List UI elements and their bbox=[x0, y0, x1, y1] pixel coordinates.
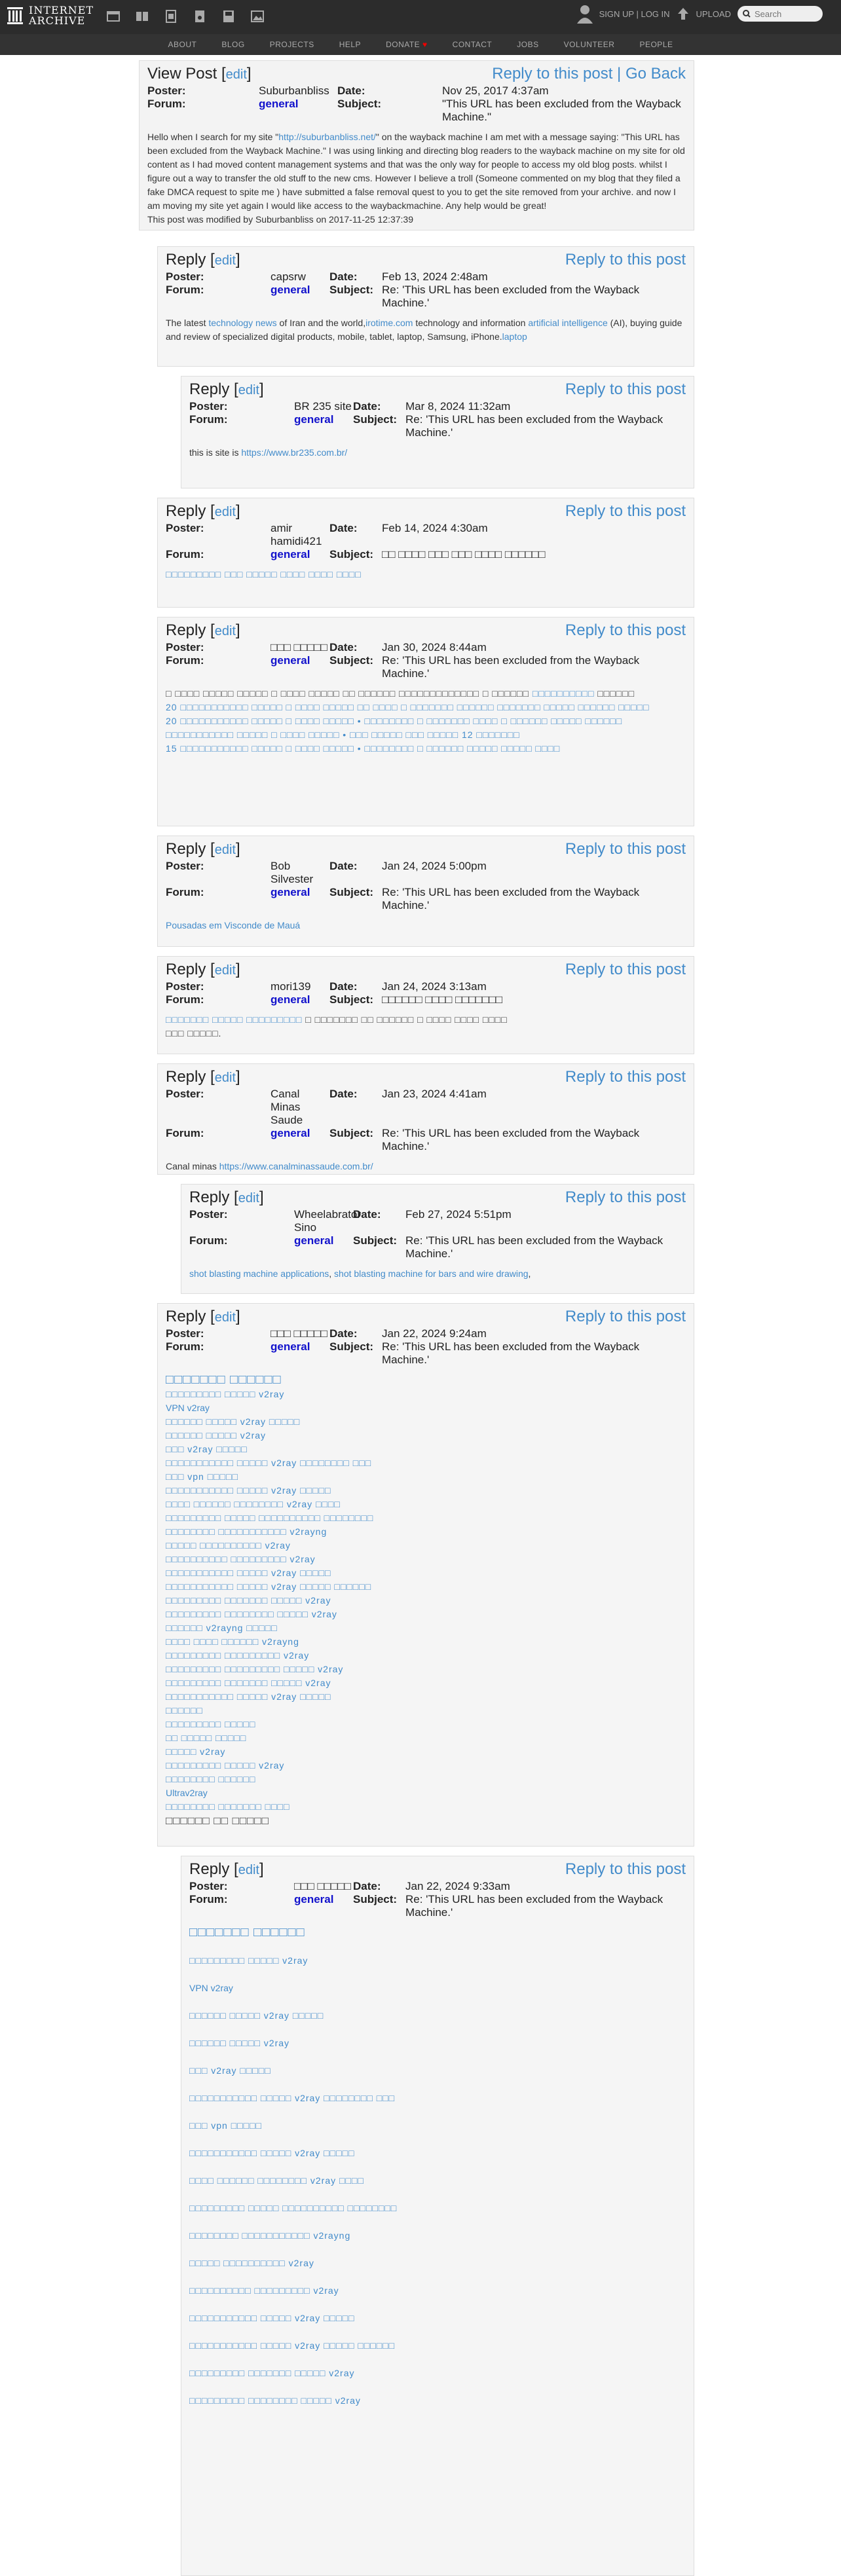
body-link[interactable]: □□□□□□ □□□□□ v2ray □□□□□ bbox=[166, 1416, 301, 1427]
body-link[interactable]: technology news bbox=[208, 318, 277, 328]
forum-link[interactable]: general bbox=[294, 1234, 334, 1247]
reply-link[interactable]: Reply to this post bbox=[565, 380, 686, 398]
body-link[interactable]: □□□□□ □□□□□□□□□□ v2ray bbox=[166, 1540, 291, 1551]
post-date: Jan 24, 2024 5:00pm bbox=[382, 860, 487, 872]
edit-link[interactable]: edit bbox=[214, 963, 236, 978]
body-link[interactable]: □□□ v2ray □□□□□ bbox=[166, 1444, 248, 1454]
forum-label: Forum: bbox=[166, 654, 204, 667]
reply-title: Reply [edit] bbox=[189, 380, 264, 398]
edit-link[interactable]: edit bbox=[214, 505, 236, 519]
body-link[interactable]: □□□□□□□□□ □□□□□□□ □□□□□ v2ray bbox=[166, 1595, 331, 1606]
forum-link[interactable]: general bbox=[294, 1893, 334, 1905]
body-link[interactable]: https://www.br235.com.br/ bbox=[241, 447, 348, 458]
post-subject: Re: 'This URL has been excluded from the Wayback Machine.' bbox=[382, 1340, 640, 1366]
nav-volunteer[interactable]: VOLUNTEER bbox=[563, 40, 615, 49]
post-subject: □□ □□□□ □□□ □□□ □□□□ □□□□□□ bbox=[382, 548, 546, 561]
poster-name[interactable]: BR 235 site bbox=[294, 400, 352, 413]
body-text: □□□□□□ □□ □□□□□ bbox=[166, 1814, 269, 1827]
body-link[interactable]: □□□□□□□□ □□□□□□ bbox=[166, 1774, 256, 1784]
reply-post bbox=[157, 1063, 694, 1175]
body-link[interactable]: □□□□□□□□□□□ □□□□□ v2ray □□□□□ bbox=[189, 2313, 355, 2323]
post-body: shot blasting machine applications, shot blasting machine for bars and wire drawing, bbox=[189, 1268, 531, 1279]
edit-link[interactable]: edit bbox=[225, 67, 247, 82]
date-label: Date: bbox=[337, 84, 365, 97]
nav-blog[interactable]: BLOG bbox=[221, 40, 245, 49]
post-date: Jan 30, 2024 8:44am bbox=[382, 641, 487, 653]
main-post-actions: Reply to this post | Go Back bbox=[492, 65, 686, 83]
post-body bbox=[189, 1926, 686, 2408]
body-link[interactable]: VPN v2ray bbox=[189, 1983, 233, 1993]
forum-link[interactable]: general bbox=[294, 413, 334, 426]
body-link[interactable]: irotime.com bbox=[365, 318, 413, 328]
forum-link[interactable]: general bbox=[259, 98, 299, 110]
subject-label: Subject: bbox=[329, 548, 374, 561]
reply-title: Reply [edit] bbox=[166, 1308, 240, 1325]
body-link[interactable]: artificial intelligence bbox=[528, 318, 608, 328]
poster-name[interactable]: Canal Minas Saude bbox=[271, 1088, 303, 1126]
edit-link[interactable]: edit bbox=[238, 383, 259, 397]
post-date: Nov 25, 2017 4:37am bbox=[442, 84, 549, 97]
body-link[interactable]: □□□□□ v2ray bbox=[166, 1746, 226, 1757]
body-text-post: " on the wayback machine I am met with a message saying: "This URL has been excluded from the Wayback Machine." I was using linking and directing blog readers to the wayback machine on my site for old content as I had moved content management systems and that was the only way for people to access my old blog posts. whilst I figure out a way to transfer the old stuff to the new cms. However I believe a troll (Someone commented on my blog that they filed a fake DMCA request to spite me ) have submitted a false removal quest to you to get the site removed from your archive. and now I am moving my site yet again I would like access to the waybackmachine. Any help would be great! bbox=[147, 132, 685, 211]
poster-label: Poster: bbox=[189, 1208, 228, 1221]
subject-label: Subject: bbox=[353, 1893, 398, 1905]
post-subject: Re: 'This URL has been excluded from the Wayback Machine.' bbox=[405, 1893, 663, 1919]
forum-link[interactable]: general bbox=[271, 886, 310, 898]
forum-link[interactable]: general bbox=[271, 284, 310, 296]
subject-label: Subject: bbox=[337, 98, 382, 110]
media-type-icons bbox=[106, 9, 265, 24]
reply-post bbox=[157, 956, 694, 1054]
subject-label: Subject: bbox=[329, 1127, 374, 1139]
post-subject: Re: 'This URL has been excluded from the Wayback Machine.' bbox=[382, 654, 640, 680]
date-label: Date: bbox=[329, 980, 358, 993]
body-link[interactable]: http://suburbanbliss.net/ bbox=[278, 132, 376, 142]
body-link[interactable]: □□□□□□□□□□□ □□□□□ v2ray □□□□□ □□□□□□ bbox=[189, 2340, 396, 2351]
nav-projects[interactable]: PROJECTS bbox=[269, 40, 314, 49]
body-link[interactable]: shot blasting machine applications bbox=[189, 1268, 329, 1279]
subject-label: Subject: bbox=[329, 993, 374, 1006]
forum-label: Forum: bbox=[147, 98, 186, 110]
body-text: □ □□□□ □□□□□ □□□□□ □ □□□□ □□□□□ □□ □□□□□□ □□□□□□□□□□□□□ □ □□□□□□ □□□□□□□□□□ □□□□□□ bbox=[166, 688, 635, 699]
edit-link[interactable]: edit bbox=[214, 1071, 236, 1085]
reply-link[interactable]: Reply to this post bbox=[492, 65, 613, 83]
body-link[interactable]: □□□□□□□□ □□□□□□□□□□□ v2rayng bbox=[166, 1526, 327, 1537]
reply-title: Reply [edit] bbox=[166, 502, 240, 520]
subject-label: Subject: bbox=[329, 654, 374, 667]
body-link[interactable]: □□□□□□ □□□□□ v2ray □□□□□ bbox=[189, 2010, 324, 2021]
body-link[interactable]: □□□□□□□□□□□ □□□□□ v2ray □□□□□ □□□□□□ bbox=[166, 1581, 372, 1592]
body-link[interactable]: □□□□□□□□□ □□□□□□□□ □□□□□ v2ray bbox=[189, 2395, 361, 2406]
forum-label: Forum: bbox=[166, 548, 204, 561]
poster-label: Poster: bbox=[166, 1088, 204, 1100]
reply-link[interactable]: Reply to this post bbox=[565, 251, 686, 268]
nav-help[interactable]: HELP bbox=[339, 40, 362, 49]
forum-label: Forum: bbox=[189, 1893, 228, 1905]
forum-label: Forum: bbox=[166, 1340, 204, 1353]
nav-people[interactable]: PEOPLE bbox=[639, 40, 673, 49]
forum-label: Forum: bbox=[189, 413, 228, 426]
poster-name[interactable]: □□□ □□□□□ bbox=[294, 1880, 351, 1892]
poster-name[interactable]: amir hamidi421 bbox=[271, 522, 322, 547]
body-link[interactable]: □□□□□□□□□ □□□□□□□□□ □□□□□ v2ray bbox=[166, 1664, 344, 1674]
nav-donate-label: DONATE bbox=[386, 40, 421, 49]
post-subject: □□□□□□ □□□□ □□□□□□□ bbox=[382, 993, 503, 1006]
forum-label: Forum: bbox=[166, 993, 204, 1006]
post-body: The latest technology news of Iran and the world,irotime.com technology and information artificial intelligence (AI), buying guide and review of specialized digital products, mobile, tablet, laptop, Samsung, iPhone.laptop bbox=[166, 318, 682, 342]
reply-post bbox=[157, 836, 694, 947]
date-label: Date: bbox=[353, 1208, 381, 1221]
body-link[interactable]: □□ □□□□□ □□□□□ bbox=[166, 1733, 247, 1743]
poster-label: Poster: bbox=[189, 400, 228, 413]
edit-link[interactable]: edit bbox=[238, 1863, 259, 1877]
poster-name[interactable]: capsrw bbox=[271, 270, 306, 283]
reply-title: Reply [edit] bbox=[166, 621, 240, 639]
body-link[interactable]: □□□ v2ray □□□□□ bbox=[189, 2065, 271, 2076]
forum-link[interactable]: general bbox=[271, 993, 310, 1006]
poster-name[interactable]: □□□ □□□□□ bbox=[271, 1327, 327, 1340]
top-bar bbox=[0, 0, 841, 34]
poster-name[interactable]: mori139 bbox=[271, 980, 311, 993]
body-link[interactable]: □□□□□□□□□□□ □□□□□ v2ray □□□□□ bbox=[166, 1485, 331, 1496]
body-link[interactable]: □□□□ □□□□□□ □□□□□□□□ v2ray □□□□ bbox=[166, 1499, 341, 1509]
body-link[interactable]: □□□□□□□□□□□ □□□□□ v2ray □□□□□ bbox=[166, 1568, 331, 1578]
body-link[interactable]: □□□ vpn □□□□□ bbox=[166, 1471, 238, 1482]
body-link[interactable]: □□□□□□ v2rayng □□□□□ bbox=[166, 1623, 278, 1633]
logo-text bbox=[29, 5, 94, 26]
reply-post bbox=[157, 1303, 694, 1847]
post-body bbox=[166, 919, 686, 932]
reply-link[interactable]: Reply to this post bbox=[565, 1068, 686, 1086]
body-link[interactable]: □□□□□□□□□□□ □□□□□ v2ray □□□□□□□□ □□□ bbox=[189, 2093, 396, 2103]
post-date: Jan 24, 2024 3:13am bbox=[382, 980, 487, 993]
upload-icon[interactable] bbox=[677, 7, 690, 21]
body-link[interactable]: VPN v2ray bbox=[166, 1403, 210, 1413]
nav-contact[interactable]: CONTACT bbox=[452, 40, 493, 49]
edit-link[interactable]: edit bbox=[214, 843, 236, 857]
date-label: Date: bbox=[353, 400, 381, 413]
post-date: Feb 13, 2024 2:48am bbox=[382, 270, 488, 283]
internet-archive-logo[interactable] bbox=[7, 5, 94, 26]
post-date: Jan 22, 2024 9:33am bbox=[405, 1880, 510, 1892]
images-icon[interactable] bbox=[250, 9, 265, 24]
post-body bbox=[166, 1013, 686, 1040]
date-label: Date: bbox=[329, 1327, 358, 1340]
archive-building-icon bbox=[7, 6, 24, 26]
post-date: Jan 23, 2024 4:41am bbox=[382, 1088, 487, 1100]
reply-post bbox=[181, 1184, 694, 1294]
user-avatar-icon[interactable] bbox=[577, 4, 593, 24]
body-link[interactable]: □□□□□□□□□ □□□□□□□ □□□□□ v2ray bbox=[189, 2368, 355, 2378]
body-link[interactable]: 15 □□□□□□□□□□□ □□□□□ □ □□□□ □□□□□ • □□□□□□□□ □ □□□□□□ □□□□□ □□□□□ □□□□ bbox=[166, 743, 561, 754]
poster-label: Poster: bbox=[166, 1327, 204, 1340]
body-link[interactable]: □□□□□□□□□□□ □□□□□ □ □□□□ □□□□□ • □□□ □□□□□ □□□ □□□□□ 12 □□□□□□□ bbox=[166, 729, 520, 740]
post-body: this is site is https://www.br235.com.br/ bbox=[189, 447, 348, 458]
poster-label: Poster: bbox=[166, 860, 204, 872]
body-link[interactable]: □□□□□□□ □□□□□□ bbox=[166, 1372, 282, 1387]
forum-label: Forum: bbox=[166, 886, 204, 898]
subject-label: Subject: bbox=[353, 413, 398, 426]
post-body bbox=[166, 568, 686, 581]
reply-post bbox=[181, 376, 694, 488]
body-link[interactable]: Ultrav2ray bbox=[166, 1788, 208, 1798]
body-link[interactable]: □□□ vpn □□□□□ bbox=[189, 2120, 262, 2131]
post-body bbox=[166, 1373, 686, 1828]
body-link[interactable]: □□□□□□□□□ □□□□□ bbox=[166, 1719, 256, 1729]
reply-post bbox=[157, 617, 694, 826]
reply-title: Reply [edit] bbox=[166, 1068, 240, 1086]
forum-link[interactable]: general bbox=[271, 548, 310, 561]
post-subject: Re: 'This URL has been excluded from the Wayback Machine.' bbox=[405, 1234, 663, 1260]
web-icon[interactable] bbox=[106, 9, 121, 24]
software-icon[interactable] bbox=[221, 9, 236, 24]
body-link[interactable]: https://www.canalminassaude.com.br/ bbox=[219, 1161, 373, 1171]
post-subject: Re: 'This URL has been excluded from the Wayback Machine.' bbox=[405, 413, 663, 439]
reply-post bbox=[181, 1856, 694, 2576]
forum-link[interactable]: general bbox=[271, 1340, 310, 1353]
forum-label: Forum: bbox=[189, 1234, 228, 1247]
audio-icon[interactable] bbox=[193, 9, 207, 24]
nav-jobs[interactable]: JOBS bbox=[517, 40, 539, 49]
nav-donate[interactable] bbox=[386, 40, 428, 49]
reply-link[interactable]: Reply to this post bbox=[565, 1860, 686, 1878]
post-subject: Re: 'This URL has been excluded from the Wayback Machine.' bbox=[382, 1127, 640, 1152]
poster-label: Poster: bbox=[166, 980, 204, 993]
post-subject: Re: 'This URL has been excluded from the Wayback Machine.' bbox=[382, 284, 640, 309]
poster-label: Poster: bbox=[166, 270, 204, 283]
reply-title: Reply [edit] bbox=[166, 840, 240, 858]
body-link[interactable]: □□□□□□□□□□□ □□□□□ v2ray □□□□□ bbox=[189, 2148, 355, 2158]
forum-link[interactable]: general bbox=[271, 654, 310, 667]
reply-link[interactable]: Reply to this post bbox=[565, 1188, 686, 1206]
nav-bar bbox=[0, 34, 841, 55]
body-text-pre: Hello when I search for my site " bbox=[147, 132, 279, 142]
body-link[interactable]: □□□□ □□□□ □□□□□□ v2rayng bbox=[166, 1636, 299, 1647]
body-link[interactable]: □□□□□□□□□□□ □□□□□ v2ray □□□□□□□□ □□□ bbox=[166, 1458, 372, 1468]
logo-line-1: INTERNET bbox=[29, 4, 94, 16]
body-link[interactable]: □□□□□□□□□□ □□□□□□□□□ v2ray bbox=[189, 2285, 339, 2296]
body-link[interactable]: shot blasting machine for bars and wire drawing bbox=[334, 1268, 529, 1279]
post-date: Mar 8, 2024 11:32am bbox=[405, 400, 511, 413]
body-link[interactable]: □□□□□□□ □□□□□ □□□□□□□□□ bbox=[166, 1014, 303, 1025]
texts-icon[interactable] bbox=[135, 9, 149, 24]
search-icon bbox=[743, 10, 751, 18]
reply-link[interactable]: Reply to this post bbox=[565, 621, 686, 639]
poster-name[interactable]: □□□ □□□□□ bbox=[271, 641, 327, 653]
page-title: View Post [edit] bbox=[147, 65, 252, 83]
edit-link[interactable]: edit bbox=[214, 1310, 236, 1325]
reply-link[interactable]: Reply to this post bbox=[565, 502, 686, 520]
body-link[interactable]: □□□□□□ bbox=[166, 1705, 203, 1716]
poster-label: Poster: bbox=[166, 522, 204, 534]
video-icon[interactable] bbox=[164, 9, 178, 24]
body-text: □□□□□□□ □□□□□ □□□□□□□□□ □ □□□□□□□ □□ □□□□□□ □ □□□□ □□□□ □□□□ □□□ □□□□□. bbox=[166, 1014, 508, 1039]
body-link[interactable]: □□□□□□□□□□ bbox=[532, 688, 595, 699]
poster-label: Poster: bbox=[147, 84, 186, 97]
body-link[interactable]: □□□□□□□□□ □□□□□ □□□□□□□□□□ □□□□□□□□ bbox=[166, 1513, 374, 1523]
date-label: Date: bbox=[329, 641, 358, 653]
edit-link[interactable]: edit bbox=[238, 1191, 259, 1205]
subject-label: Subject: bbox=[329, 284, 374, 296]
post-body bbox=[147, 130, 686, 227]
body-link[interactable]: □□□□□□□ □□□□□□ bbox=[189, 1925, 305, 1940]
search-box[interactable] bbox=[738, 6, 823, 22]
body-link[interactable]: □□□□□□□□□ □□□□□ □□□□□□□□□□ □□□□□□□□ bbox=[189, 2203, 398, 2213]
body-link[interactable]: □□□□□□□□□□ □□□□□□□□□ v2ray bbox=[166, 1554, 316, 1564]
body-link[interactable]: □□□□□□□□□ □□□□□ v2ray bbox=[166, 1760, 285, 1771]
view-post-title: View Post bbox=[147, 65, 217, 83]
upload-link[interactable]: UPLOAD bbox=[696, 9, 731, 19]
modified-note: This post was modified by Suburbanbliss on 2017-11-25 12:37:39 bbox=[147, 214, 413, 225]
body-link[interactable]: □□□□□□ □□□□□ v2ray bbox=[189, 2038, 290, 2048]
reply-link[interactable]: Reply to this post bbox=[565, 961, 686, 978]
reply-title: Reply [edit] bbox=[166, 251, 240, 268]
poster-label: Poster: bbox=[166, 641, 204, 653]
post-subject: Re: 'This URL has been excluded from the Wayback Machine.' bbox=[382, 886, 640, 911]
poster-label: Poster: bbox=[189, 1880, 228, 1892]
poster-name[interactable]: Wheelabrator Sino bbox=[294, 1208, 362, 1234]
body-link[interactable]: laptop bbox=[502, 331, 527, 342]
body-link[interactable]: □□□□ □□□□□□ □□□□□□□□ v2ray □□□□ bbox=[189, 2175, 364, 2186]
reply-post bbox=[157, 498, 694, 608]
subject-label: Subject: bbox=[329, 1340, 374, 1353]
edit-link[interactable]: edit bbox=[214, 624, 236, 638]
post-date: Feb 27, 2024 5:51pm bbox=[405, 1208, 512, 1221]
main-post bbox=[139, 60, 694, 230]
post-body: Canal minas https://www.canalminassaude.com.br/ bbox=[166, 1161, 373, 1171]
reply-link[interactable]: Reply to this post bbox=[565, 1308, 686, 1325]
post-subject: "This URL has been excluded from the Wayback Machine." bbox=[442, 98, 681, 123]
body-link[interactable]: □□□□□□ □□□□□ v2ray bbox=[166, 1430, 267, 1441]
poster-name[interactable]: Bob Silvester bbox=[271, 860, 314, 885]
post-date: Jan 22, 2024 9:24am bbox=[382, 1327, 487, 1340]
forum-link[interactable]: general bbox=[271, 1127, 310, 1139]
nav-about[interactable]: ABOUT bbox=[168, 40, 197, 49]
body-link[interactable]: □□□□□□□□□□□ □□□□□ v2ray □□□□□ bbox=[166, 1691, 331, 1702]
poster-name[interactable]: Suburbanbliss bbox=[259, 84, 329, 97]
edit-link[interactable]: edit bbox=[214, 253, 236, 268]
body-link[interactable]: 20 □□□□□□□□□□□ □□□□□ □ □□□□ □□□□□ • □□□□□□□□ □ □□□□□□□ □□□□ □ □□□□□□ □□□□□ □□□□□□ bbox=[166, 716, 623, 726]
body-link[interactable]: □□□□□□□□□ □□□□□□□□□ v2ray bbox=[166, 1650, 310, 1661]
body-link[interactable]: 20 □□□□□□□□□□□ □□□□□ □ □□□□ □□□□□ □□ □□□□ □ □□□□□□□ □□□□□□ □□□□□□□ □□□□□ □□□□□□ □□□□□ bbox=[166, 702, 650, 712]
subject-label: Subject: bbox=[329, 886, 374, 898]
body-link[interactable]: □□□□□□□□ □□□□□□□□□□□ v2rayng bbox=[189, 2230, 351, 2241]
date-label: Date: bbox=[329, 860, 358, 872]
body-link[interactable]: □□□□□ □□□□□□□□□□ v2ray bbox=[189, 2258, 314, 2268]
body-link[interactable]: □□□□□□□□□ □□□□□□□ □□□□□ v2ray bbox=[166, 1678, 331, 1688]
go-back-link[interactable]: Go Back bbox=[625, 65, 686, 83]
body-link[interactable]: □□□□□□□□□ □□□ □□□□□ □□□□ □□□□ □□□□ bbox=[166, 569, 362, 580]
subject-label: Subject: bbox=[353, 1234, 398, 1247]
reply-link[interactable]: Reply to this post bbox=[565, 840, 686, 858]
body-link[interactable]: Pousadas em Visconde de Mauá bbox=[166, 920, 301, 930]
logo-line-2: ARCHIVE bbox=[29, 14, 86, 27]
reply-title: Reply [edit] bbox=[166, 961, 240, 978]
user-area bbox=[577, 4, 823, 24]
reply-post bbox=[157, 246, 694, 367]
date-label: Date: bbox=[329, 270, 358, 283]
reply-title: Reply [edit] bbox=[189, 1860, 264, 1878]
forum-label: Forum: bbox=[166, 284, 204, 296]
post-body bbox=[166, 687, 686, 756]
body-link[interactable]: □□□□□□□□□ □□□□□ v2ray bbox=[166, 1389, 285, 1399]
reply-title: Reply [edit] bbox=[189, 1188, 264, 1206]
forum-label: Forum: bbox=[166, 1127, 204, 1139]
signup-login-link[interactable]: SIGN UP | LOG IN bbox=[599, 9, 670, 19]
date-label: Date: bbox=[329, 1088, 358, 1100]
body-link[interactable]: □□□□□□□□ □□□□□□□ □□□□ bbox=[166, 1801, 290, 1812]
body-link[interactable]: □□□□□□□□□ □□□□□ v2ray bbox=[189, 1955, 308, 1966]
body-link[interactable]: □□□□□□□□□ □□□□□□□□ □□□□□ v2ray bbox=[166, 1609, 337, 1619]
post-date: Feb 14, 2024 4:30am bbox=[382, 522, 488, 534]
date-label: Date: bbox=[353, 1880, 381, 1892]
date-label: Date: bbox=[329, 522, 358, 534]
search-input[interactable] bbox=[753, 9, 819, 20]
heart-icon: ♥ bbox=[422, 40, 428, 49]
